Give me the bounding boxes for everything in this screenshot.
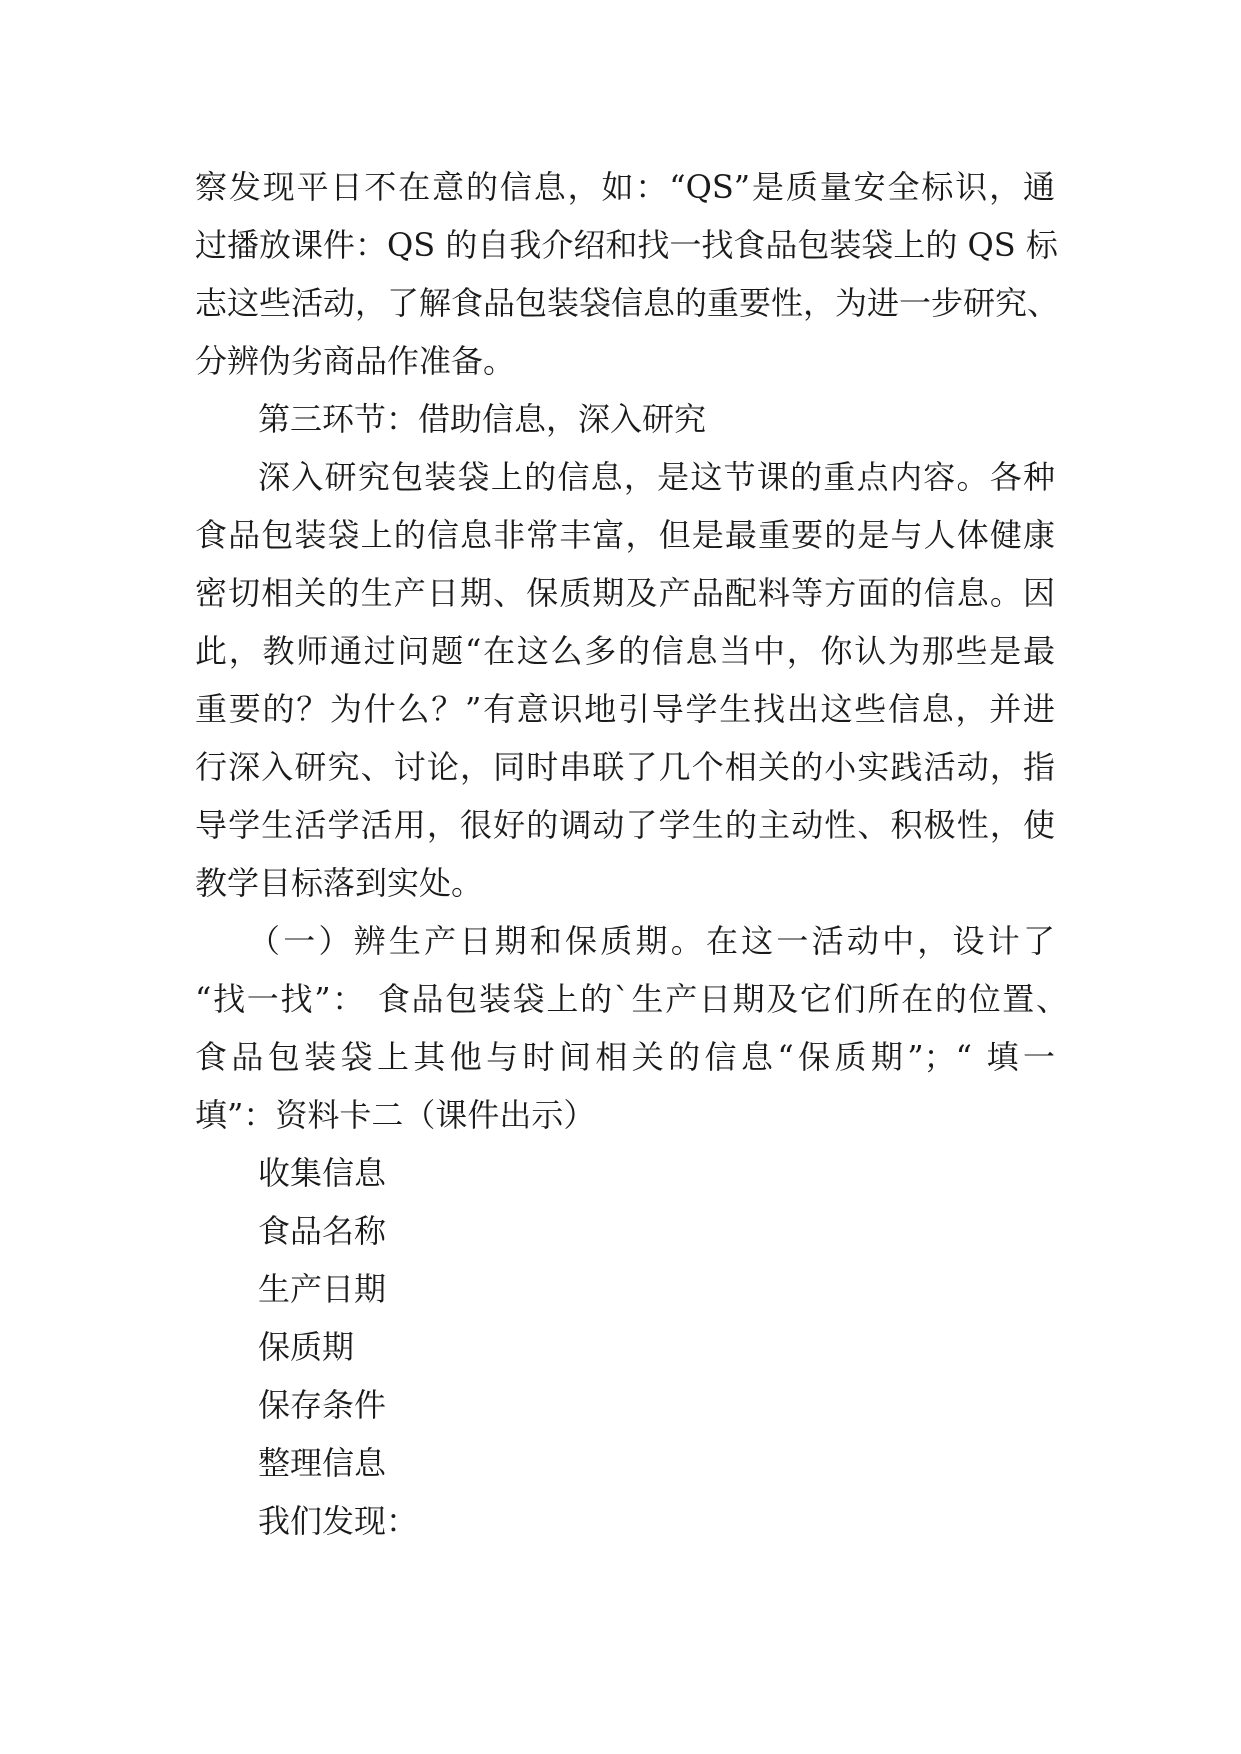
paragraph-line: 行深入研究、讨论，同时串联了几个相关的小实践活动，指 bbox=[195, 748, 1055, 786]
paragraph-line: 分辨伪劣商品作准备。 bbox=[195, 342, 516, 380]
paragraph-line: 填”：资料卡二（课件出示） bbox=[195, 1096, 596, 1134]
list-item: 我们发现： bbox=[258, 1502, 419, 1540]
paragraph-line: 食品包装袋上的信息非常丰富，但是最重要的是与人体健康 bbox=[195, 516, 1055, 554]
list-item: 整理信息 bbox=[258, 1444, 387, 1482]
paragraph-line: 密切相关的生产日期、保质期及产品配料等方面的信息。因 bbox=[195, 574, 1055, 612]
paragraph-line: 察发现平日不在意的信息，如：“QS”是质量安全标识，通 bbox=[195, 168, 1055, 206]
list-item: 保存条件 bbox=[258, 1386, 387, 1424]
list-item: 保质期 bbox=[258, 1328, 355, 1366]
paragraph-line: 此，教师通过问题“在这么多的信息当中，你认为那些是最 bbox=[195, 632, 1055, 670]
paragraph-line: 重要的？为什么？”有意识地引导学生找出这些信息，并进 bbox=[195, 690, 1055, 728]
paragraph-line: 过播放课件：QS 的自我介绍和找一找食品包装袋上的 QS 标 bbox=[195, 226, 1058, 264]
section-heading: 第三环节：借助信息，深入研究 bbox=[258, 400, 707, 438]
paragraph-line: 深入研究包装袋上的信息，是这节课的重点内容。各种 bbox=[258, 458, 1055, 496]
paragraph-line: “找一找”： 食品包装袋上的`生产日期及它们所在的位置、 bbox=[195, 980, 1068, 1018]
list-item: 生产日期 bbox=[258, 1270, 387, 1308]
paragraph-line: 教学目标落到实处。 bbox=[195, 864, 484, 902]
paragraph-line: 导学生活学活用，很好的调动了学生的主动性、积极性，使 bbox=[195, 806, 1055, 844]
paragraph-line: （一）辨生产日期和保质期。在这一活动中，设计了 bbox=[248, 922, 1055, 960]
list-item: 收集信息 bbox=[258, 1154, 387, 1192]
list-item: 食品名称 bbox=[258, 1212, 387, 1250]
paragraph-line: 志这些活动，了解食品包装袋信息的重要性，为进一步研究、 bbox=[195, 284, 1060, 322]
paragraph-line: 食品包装袋上其他与时间相关的信息“保质期”；“ 填一 bbox=[195, 1038, 1055, 1076]
